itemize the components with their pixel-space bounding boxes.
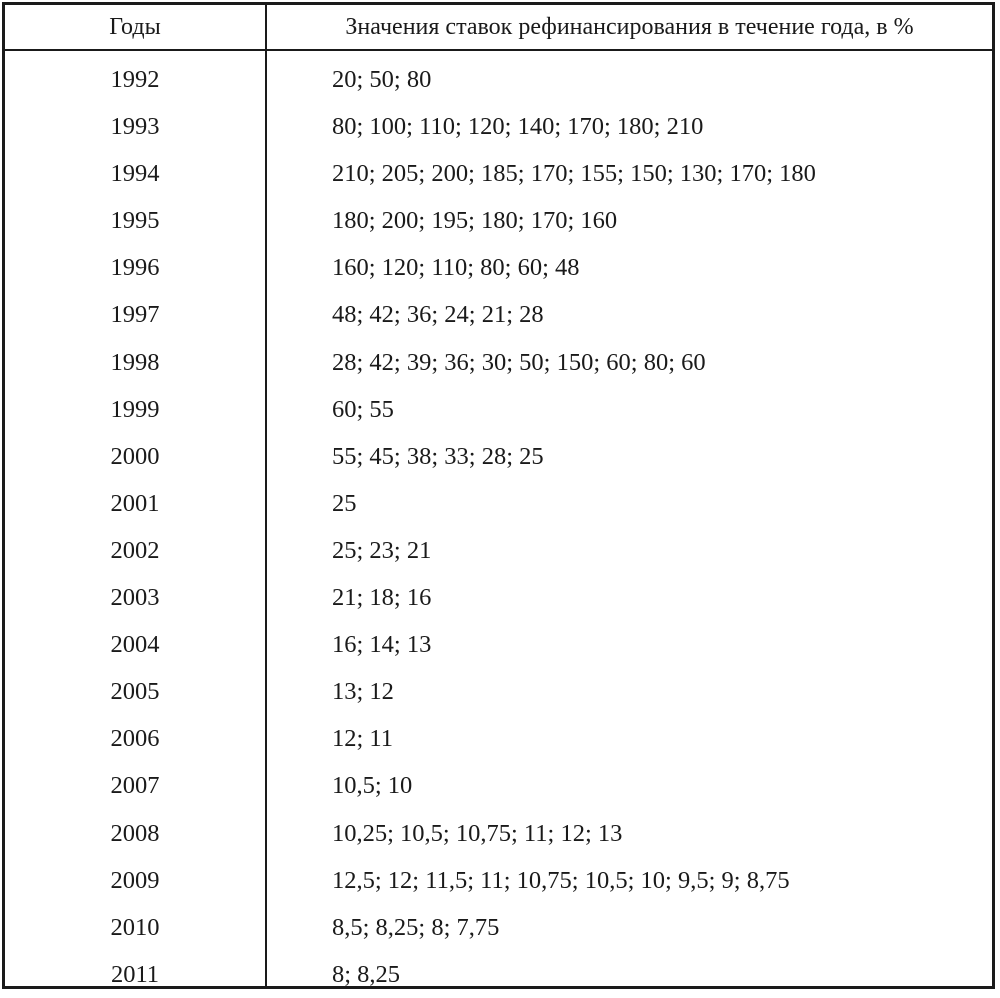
year-cell: 2003 (110, 584, 160, 612)
header-values: Значения ставок рефинансирования в течение года, в % (345, 14, 914, 40)
year-cell: 2002 (110, 536, 160, 564)
rates-cell: 80; 100; 110; 120; 140; 170; 180; 210 (332, 113, 704, 141)
rates-cell: 55; 45; 38; 33; 28; 25 (332, 442, 544, 470)
year-cell: 2010 (110, 913, 160, 941)
rates-cell: 10,5; 10 (332, 772, 413, 800)
table-row (5, 668, 992, 715)
header-year: Годы (109, 14, 161, 40)
year-cell: 2004 (110, 631, 160, 659)
rates-cell: 21; 18; 16 (332, 584, 432, 612)
year-cell: 2011 (110, 960, 160, 988)
year-cell: 1998 (110, 348, 160, 376)
table-row (5, 339, 992, 386)
year-cell: 2009 (110, 866, 160, 894)
year-cell: 1994 (110, 160, 160, 188)
rates-cell: 60; 55 (332, 395, 394, 423)
table-row (5, 810, 992, 857)
year-cell: 2005 (110, 678, 160, 706)
year-cell: 2008 (110, 819, 160, 847)
year-cell: 2007 (110, 772, 160, 800)
rates-cell: 210; 205; 200; 185; 170; 155; 150; 130; 170; 180 (332, 160, 816, 188)
table-row (5, 904, 992, 951)
year-cell: 1992 (110, 66, 160, 93)
rates-cell: 48; 42; 36; 24; 21; 28 (332, 301, 544, 329)
table-row (5, 433, 992, 480)
table-row (5, 951, 992, 998)
rates-cell: 25; 23; 21 (332, 536, 432, 564)
year-cell: 1999 (110, 395, 160, 423)
rates-cell: 180; 200; 195; 180; 170; 160 (332, 207, 618, 235)
table-row (5, 621, 992, 668)
year-cell: 1995 (110, 207, 160, 235)
year-cell: 2000 (110, 442, 160, 470)
rates-cell: 13; 12 (332, 678, 394, 706)
table-row (5, 574, 992, 621)
table-row (5, 197, 992, 244)
year-cell: 1993 (110, 113, 160, 141)
rates-cell: 12; 11 (332, 725, 394, 753)
year-cell: 2001 (110, 489, 160, 517)
table-row (5, 762, 992, 809)
rates-cell: 28; 42; 39; 36; 30; 50; 150; 60; 80; 60 (332, 348, 706, 376)
table-body (5, 56, 992, 998)
year-cell: 2006 (110, 725, 160, 753)
rates-cell: 8; 8,25 (332, 960, 401, 988)
rates-cell: 12,5; 12; 11,5; 11; 10,75; 10,5; 10; 9,5; 9; 8,75 (332, 866, 790, 894)
table-row (5, 527, 992, 574)
rates-cell: 10,25; 10,5; 10,75; 11; 12; 13 (332, 819, 623, 847)
table-row (5, 857, 992, 904)
table-row (5, 291, 992, 338)
rates-cell: 16; 14; 13 (332, 631, 432, 659)
table-row (5, 103, 992, 150)
rates-cell: 20; 50; 80 (332, 66, 432, 93)
rates-cell: 8,5; 8,25; 8; 7,75 (332, 913, 500, 941)
table-row (5, 56, 992, 103)
table-header (5, 5, 992, 51)
table-row (5, 150, 992, 197)
refinancing-rates-table (2, 2, 995, 989)
year-cell: 1996 (110, 254, 160, 282)
table-row (5, 480, 992, 527)
table-row (5, 386, 992, 433)
table-row (5, 715, 992, 762)
rates-cell: 160; 120; 110; 80; 60; 48 (332, 254, 580, 282)
table-row (5, 244, 992, 291)
year-cell: 1997 (110, 301, 160, 329)
rates-cell: 25 (332, 489, 357, 517)
